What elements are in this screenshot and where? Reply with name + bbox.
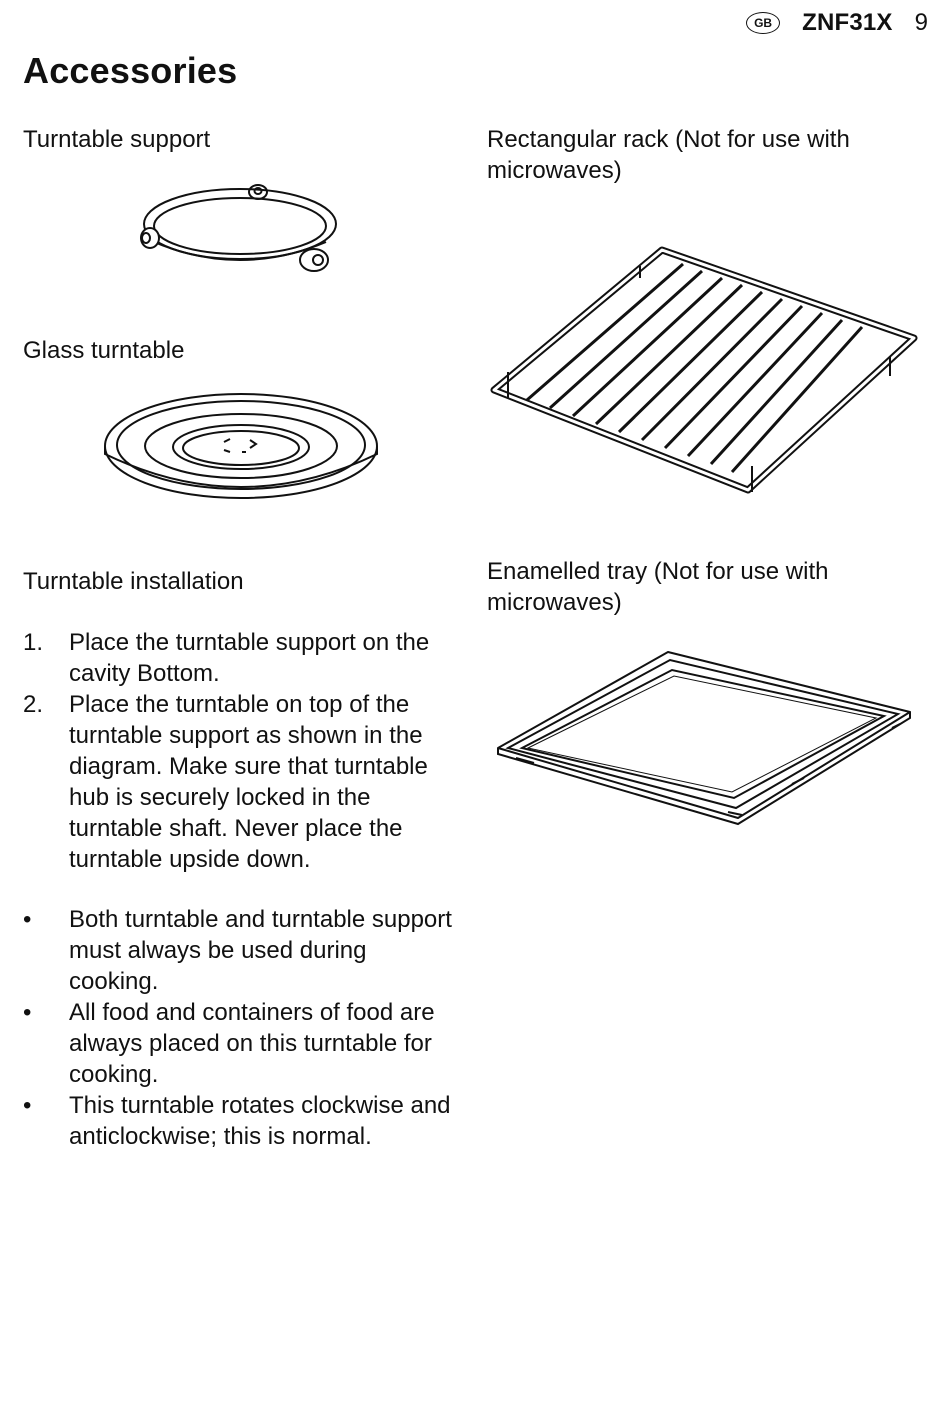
rectangular-rack-illustration — [486, 240, 926, 500]
step-number: 1. — [23, 629, 44, 656]
page-header — [746, 6, 928, 40]
note-item — [23, 1090, 453, 1152]
note-item — [23, 997, 453, 1090]
enamelled-tray-label: Enamelled tray (Not for use with microwaves) — [487, 558, 829, 616]
glass-turntable-illustration — [100, 390, 382, 508]
note-text: All food and containers of food are always placed on this turntable for cooking. — [69, 999, 435, 1088]
page-number: 9 — [914, 9, 928, 36]
page-title: Accessories — [23, 50, 238, 91]
note-text: Both turntable and turntable support must always be used during cooking. — [69, 906, 452, 995]
bullet: • — [23, 906, 32, 933]
bullet: • — [23, 1092, 32, 1119]
installation-heading: Turntable installation — [23, 568, 244, 595]
bullet: • — [23, 999, 32, 1026]
turntable-support-illustration — [130, 180, 350, 280]
turntable-support-label: Turntable support — [23, 126, 211, 153]
note-item — [23, 904, 453, 997]
rectangular-rack-label: Rectangular rack (Not for use with microwaves) — [487, 126, 850, 184]
installation-step — [23, 689, 453, 875]
note-text: This turntable rotates clockwise and anticlockwise; this is normal. — [69, 1092, 451, 1150]
step-number: 2. — [23, 691, 44, 718]
installation-steps — [23, 627, 453, 875]
glass-turntable-label: Glass turntable — [23, 337, 185, 364]
enamelled-tray-illustration — [492, 648, 918, 824]
installation-step — [23, 627, 453, 689]
model-name: ZNF31X — [802, 9, 893, 36]
step-text: Place the turntable support on the cavity Bottom. — [69, 629, 430, 687]
country-badge: GB — [746, 12, 780, 34]
step-text: Place the turntable on top of the turntable support as shown in the diagram. Make sure that turntable hub is securely locked in the turntable shaft. Never place the turntable upside down. — [69, 691, 428, 873]
usage-notes — [23, 904, 453, 1152]
